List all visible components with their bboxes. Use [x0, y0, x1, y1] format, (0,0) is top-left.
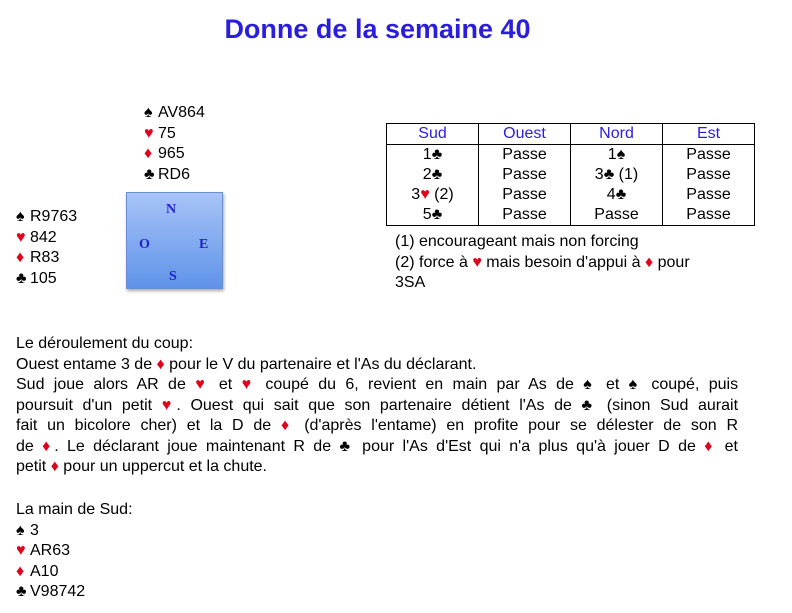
spade-icon: ♠ — [583, 376, 597, 393]
header-ouest: Ouest — [479, 124, 571, 145]
compass-north: N — [166, 202, 177, 217]
south-hand — [16, 500, 133, 603]
bidding-row — [387, 205, 755, 226]
heart-icon: ♥ — [144, 124, 154, 142]
club-icon: ♣ — [431, 206, 443, 223]
bidding-row — [387, 145, 755, 166]
north-clubs: ♣ RD6 — [144, 165, 205, 186]
heart-icon: ♥ — [16, 228, 26, 246]
club-icon: ♣ — [615, 186, 627, 203]
diamond-icon: ♦ — [280, 417, 295, 434]
compass-west: O — [139, 237, 150, 252]
north-hearts: ♥ 75 — [144, 124, 205, 145]
diamond-icon: ♦ — [42, 437, 55, 455]
bid-sud: 5♣ — [387, 205, 479, 226]
west-clubs: ♣ 105 — [16, 269, 77, 290]
diamond-icon: ♦ — [16, 562, 25, 580]
note-1: (1) encourageant mais non forcing — [395, 233, 639, 250]
bidding-row — [387, 165, 755, 185]
north-spades: ♠ AV864 — [144, 103, 205, 124]
heart-icon: ♥ — [241, 376, 256, 393]
bid-nord: 3♣ (1) — [571, 165, 663, 185]
play-narrative — [16, 334, 738, 478]
bid-ouest: Passe — [479, 165, 571, 185]
bid-est: Passe — [663, 185, 755, 205]
narrative-paragraph: Sud joue alors AR de ♥ et ♥ coupé du 6, revient en main par As de ♠ et ♠ coupé, puis — [16, 376, 739, 393]
south-diamonds: ♦ A10 — [16, 562, 133, 583]
heart-icon: ♥ — [420, 186, 430, 203]
club-icon: ♣ — [339, 437, 354, 455]
bid-est: Passe — [663, 205, 755, 226]
header-nord: Nord — [571, 124, 663, 145]
spade-icon: ♠ — [16, 521, 25, 539]
bid-est: Passe — [663, 145, 755, 166]
page-title: Donne de la semaine 40 — [224, 14, 531, 44]
bid-nord: 4♣ — [571, 185, 663, 205]
bid-sud: 2♣ — [387, 165, 479, 185]
compass-south: S — [169, 269, 177, 284]
note-2: (2) force à ♥ mais besoin d'appui à ♦ pour — [395, 253, 690, 271]
club-icon: ♣ — [581, 396, 598, 414]
spade-icon: ♠ — [16, 208, 25, 225]
heart-icon: ♥ — [195, 376, 210, 393]
narrative-heading: Le déroulement du coup: — [16, 335, 194, 352]
bid-sud: 1♣ — [387, 145, 479, 166]
bid-ouest: Passe — [479, 185, 571, 205]
diamond-icon: ♦ — [156, 355, 165, 373]
north-hand — [144, 103, 205, 185]
narrative-paragraph: poursuit d'un petit ♥. Ouest qui sait que son partenaire détient l'As de ♣ (sinon Sud aurait — [16, 396, 739, 414]
club-icon: ♣ — [431, 166, 443, 183]
diamond-icon: ♦ — [645, 253, 654, 271]
bid-nord: 1♠ — [571, 145, 663, 166]
west-hand — [16, 207, 77, 289]
narrative-paragraph: petit ♦ pour un uppercut et la chute. — [16, 458, 267, 475]
south-hearts: ♥ AR63 — [16, 541, 133, 562]
bidding-header-row — [387, 124, 755, 145]
narrative-paragraph: de ♦. Le déclarant joue maintenant R de ♣ pour l'As d'Est qui n'a plus qu'à jouer D de ♦ et — [16, 437, 738, 455]
diamond-icon: ♦ — [144, 145, 153, 162]
heart-icon: ♥ — [16, 542, 26, 559]
diamond-icon: ♦ — [16, 249, 25, 266]
diamond-icon: ♦ — [50, 458, 59, 475]
bid-nord: Passe — [571, 205, 663, 226]
bidding-row — [387, 185, 755, 205]
club-icon: ♣ — [144, 165, 155, 183]
west-spades: ♠ R9763 — [16, 207, 77, 228]
bidding-table — [386, 123, 755, 226]
club-icon: ♣ — [603, 166, 615, 183]
bid-ouest: Passe — [479, 145, 571, 166]
north-diamonds: ♦ 965 — [144, 144, 205, 165]
spade-icon: ♠ — [144, 104, 153, 121]
note-2-cont: 3SA — [395, 274, 426, 291]
narrative-paragraph: fait un bicolore cher) et la D de ♦ (d'après l'entame) en profite pour se délester de son R — [16, 417, 738, 434]
club-icon: ♣ — [16, 269, 27, 287]
west-diamonds: ♦ R83 — [16, 248, 77, 269]
bid-est: Passe — [663, 165, 755, 185]
bidding-notes — [395, 232, 755, 294]
narrative-paragraph: Ouest entame 3 de ♦ pour le V du partenaire et l'As du déclarant. — [16, 355, 477, 373]
header-est: Est — [663, 124, 755, 145]
header-sud: Sud — [387, 124, 479, 145]
spade-icon: ♠ — [616, 146, 626, 163]
heart-icon: ♥ — [472, 253, 482, 271]
west-hearts: ♥ 842 — [16, 228, 77, 249]
south-clubs: ♣ V98742 — [16, 582, 133, 603]
diamond-icon: ♦ — [704, 437, 717, 455]
south-spades: ♠ 3 — [16, 521, 133, 542]
club-icon: ♣ — [16, 583, 27, 600]
club-icon: ♣ — [431, 146, 443, 163]
compass-east: E — [199, 237, 209, 252]
bid-sud: 3♥ (2) — [387, 185, 479, 205]
spade-icon: ♠ — [628, 376, 643, 393]
compass-box — [126, 192, 223, 289]
bid-ouest: Passe — [479, 205, 571, 226]
heart-icon: ♥ — [161, 396, 177, 414]
south-heading: La main de Sud: — [16, 501, 133, 518]
